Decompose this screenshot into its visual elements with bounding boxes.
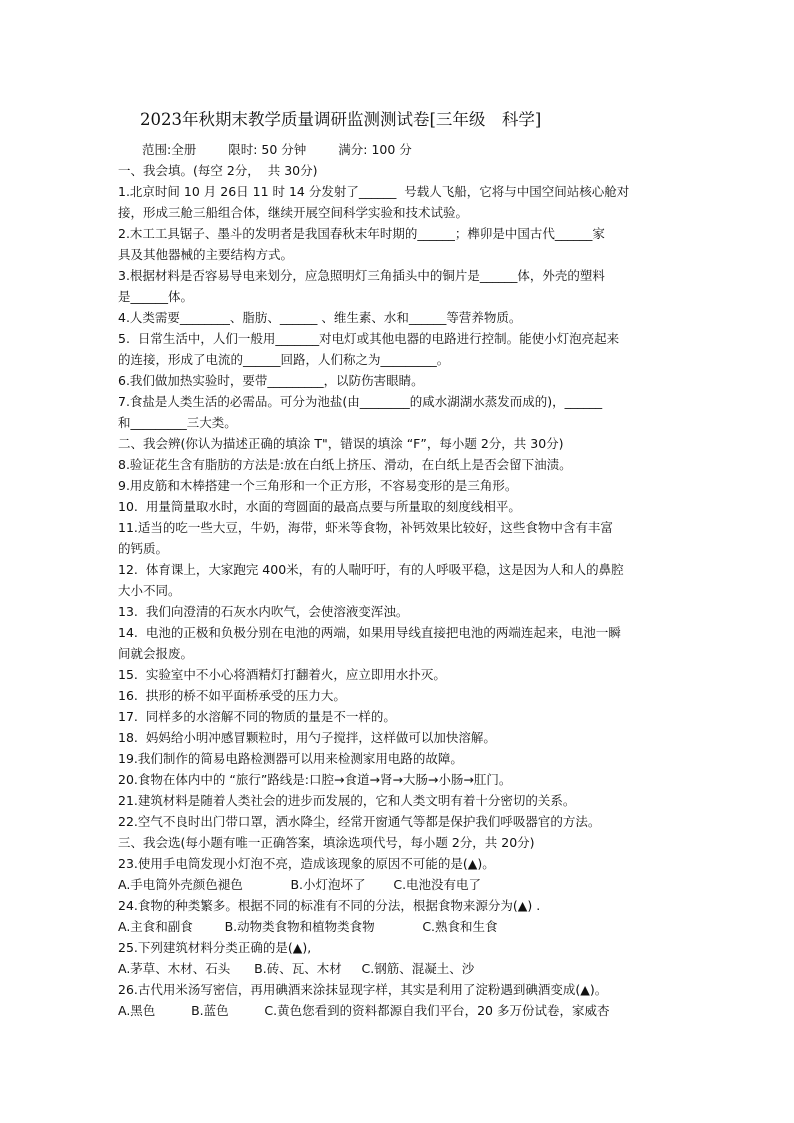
answer-options: A.黑色 B.蓝色 C.黄色您看到的资料都源自我们平台，20 多万份试卷，家威杏	[118, 1003, 610, 1018]
question-line: 13. 我们向澄清的石灰水内吹气，会使溶液变浑浊。	[118, 604, 409, 619]
question-line: 12. 体育课上，大家跑完 400米，有的人喘吁吁，有的人呼吸平稳，这是因为人和人的鼻腔	[118, 562, 624, 577]
question-line: 22.空气不良时出门带口罩，洒水降尘，经常开窗通气等都是保护我们呼吸器官的方法。	[118, 814, 601, 829]
question-line: 23.使用手电筒发现小灯泡不亮，造成该现象的原因不可能的是(▲)。	[118, 856, 495, 871]
question-line: 8.验证花生含有脂肪的方法是:放在白纸上挤压、滑动，在白纸上是否会留下油渍。	[118, 457, 572, 472]
question-line: 21.建筑材料是随着人类社会的进步而发展的，它和人类文明有着十分密切的关系。	[118, 793, 576, 808]
exam-meta	[142, 140, 440, 158]
question-line: 24.食物的种类繁多。根据不同的标准有不同的分法，根据食物来源分为(▲) .	[118, 898, 541, 913]
question-line: 19.我们制作的简易电路检测器可以用来检测家用电路的故障。	[118, 751, 463, 766]
question-line: 6.我们做加热实验时，要带_________，以防伤害眼睛。	[118, 373, 424, 388]
question-line: 16. 拱形的桥不如平面桥承受的压力大。	[118, 688, 346, 703]
answer-options: A.主食和副食 B.动物类食物和植物类食物 C.熟食和生食	[118, 919, 498, 934]
question-line: 11.适当的吃一些大豆，牛奶，海带，虾米等食物，补钙效果比较好，这些食物中含有丰富	[118, 520, 613, 535]
question-line: 大小不同。	[118, 583, 181, 598]
question-line: 7.食盐是人类生活的必需品。可分为池盐(由________的咸水湖湖水蒸发而成的)，______	[118, 394, 603, 409]
exam-content	[118, 160, 678, 1021]
question-line: 18. 妈妈给小明冲感冒颗粒时，用勺子搅拌，这样做可以加快溶解。	[118, 730, 496, 745]
question-line: 的连接，形成了电流的______回路，人们称之为_________。	[118, 352, 450, 367]
question-line: 17. 同样多的水溶解不同的物质的量是不一样的。	[118, 709, 396, 724]
exam-title: 2023年秋期末教学质量调研监测测试卷[三年级 科学]	[140, 110, 542, 129]
question-line: 9.用皮筋和木棒搭建一个三角形和一个正方形，不容易变形的是三角形。	[118, 478, 518, 493]
question-line: 14. 电池的正极和负极分别在电池的两端，如果用导线直接把电池的两端连起来，电池一瞬	[118, 625, 621, 640]
exam-scope: 范围:全册	[142, 142, 197, 157]
question-line: 15. 实验室中不小心将酒精灯打翻着火，应立即用水扑灭。	[118, 667, 446, 682]
question-line: 2.木工工具锯子、墨斗的发明者是我国春秋末年时期的______；榫卯是中国古代______家	[118, 226, 605, 241]
question-line: 20.食物在体内中的 “旅行”路线是:口腔→食道→肾→大肠→小肠→肛门。	[118, 772, 512, 787]
section-judge-heading: 二、我会辨(你认为描述正确的填涂 T"，错误的填涂 “F”，每小题 2分，共 30分)	[118, 436, 564, 451]
question-line: 26.古代用米汤写密信，再用碘酒来涂抹显现字样，其实是利用了淀粉遇到碘酒变成(▲)。	[118, 982, 608, 997]
question-line: 接，形成三舱三船组合体，继续开展空间科学实验和技术试验。	[118, 205, 469, 220]
answer-options: A.茅草、木材、石头 B.砖、瓦、木材 C.钢筋、混凝土、沙	[118, 961, 475, 976]
question-line: 25.下列建筑材料分类正确的是(▲),	[118, 940, 312, 955]
answer-options: A.手电筒外壳颜色褪色 B.小灯泡坏了 C.电池没有电了	[118, 877, 482, 892]
exam-time-limit: 限时: 50 分钟	[228, 142, 307, 157]
question-line: 间就会报废。	[118, 646, 194, 661]
section-fill-heading: 一、我会填。(每空 2分， 共 30分)	[118, 163, 318, 178]
exam-full-score: 满分: 100 分	[338, 142, 412, 157]
question-line: 1.北京时间 10 月 26日 11 时 14 分发射了______ 号载人飞船，它将与中国空间站核心舱对	[118, 184, 630, 199]
question-line: 10. 用量筒量取水时，水面的弯圆面的最高点要与所量取的刻度线相平。	[118, 499, 521, 514]
section-choice-heading: 三、我会选(每小题有唯一正确答案，填涂选项代号，每小题 2分，共 20分)	[118, 835, 535, 850]
question-line: 5. 日常生活中，人们一般用_______对电灯或其他电器的电路进行控制。能使小灯泡亮起来	[118, 331, 620, 346]
question-line: 具及其他器械的主要结构方式。	[118, 247, 294, 262]
question-line: 和_________三大类。	[118, 415, 237, 430]
question-line: 的钙质。	[118, 541, 169, 556]
question-line: 3.根据材料是否容易导电来划分，应急照明灯三角插头中的铜片是______体，外壳的塑料	[118, 268, 605, 283]
question-line: 4.人类需要________、脂肪、______ 、维生素、水和______等营养物质。	[118, 310, 522, 325]
question-line: 是______体。	[118, 289, 194, 304]
